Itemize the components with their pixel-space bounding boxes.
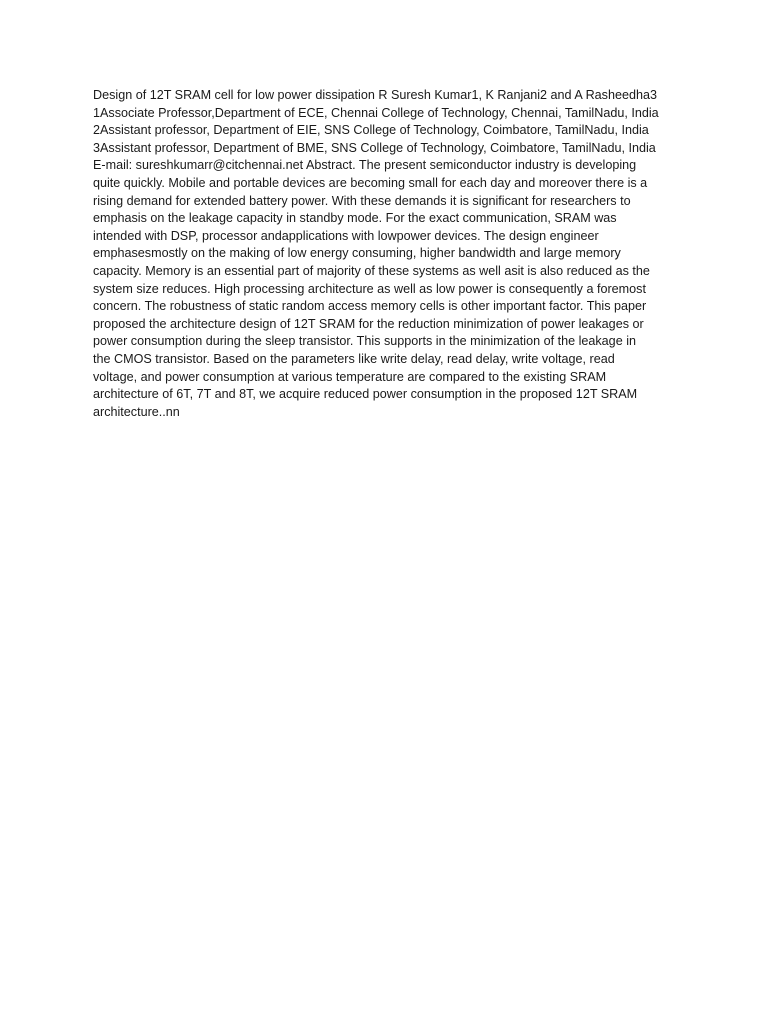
text-line: 1Associate Professor,Department of ECE, Chennai College of Technology, Chennai, TamilNadu, India — [93, 105, 659, 120]
text-line: proposed the architecture design of 12T SRAM for the reduction minimization of power leakages or — [93, 316, 644, 331]
text-line: E-mail: sureshkumarr@citchennai.net Abstract. The present semiconductor industry is developing — [93, 158, 637, 173]
text-line: emphasis on the leakage capacity in standby mode. For the exact communication, SRAM was — [93, 211, 617, 226]
text-line: voltage, and power consumption at various temperature are compared to the existing SRAM — [93, 369, 607, 384]
text-line: intended with DSP, processor andapplications with lowpower devices. The design engineer — [93, 228, 599, 243]
text-line: capacity. Memory is an essential part of majority of these systems as well asit is also reduced as the — [93, 263, 650, 278]
text-line: emphasesmostly on the making of low energy consuming, higher bandwidth and large memory — [93, 246, 621, 261]
text-line: quite quickly. Mobile and portable devices are becoming small for each day and moreover there is a — [93, 175, 648, 190]
text-line: power consumption during the sleep transistor. This supports in the minimization of the leakage in — [93, 334, 636, 349]
document-text — [93, 87, 675, 421]
text-line: architecture..nn — [93, 404, 180, 419]
text-line: system size reduces. High processing architecture as well as low power is consequently a foremost — [93, 281, 646, 296]
text-line: rising demand for extended battery power. With these demands it is significant for researchers to — [93, 193, 631, 208]
text-line: concern. The robustness of static random access memory cells is other important factor. This paper — [93, 299, 647, 314]
text-line: 3Assistant professor, Department of BME, SNS College of Technology, Coimbatore, TamilNadu, India — [93, 140, 656, 155]
text-line: the CMOS transistor. Based on the parameters like write delay, read delay, write voltage, read — [93, 351, 615, 366]
text-line: Design of 12T SRAM cell for low power dissipation R Suresh Kumar1, K Ranjani2 and A Rasheedha3 — [93, 88, 657, 102]
text-line: architecture of 6T, 7T and 8T, we acquire reduced power consumption in the proposed 12T SRAM — [93, 387, 638, 402]
text-line: 2Assistant professor, Department of EIE, SNS College of Technology, Coimbatore, TamilNadu, India — [93, 123, 649, 138]
